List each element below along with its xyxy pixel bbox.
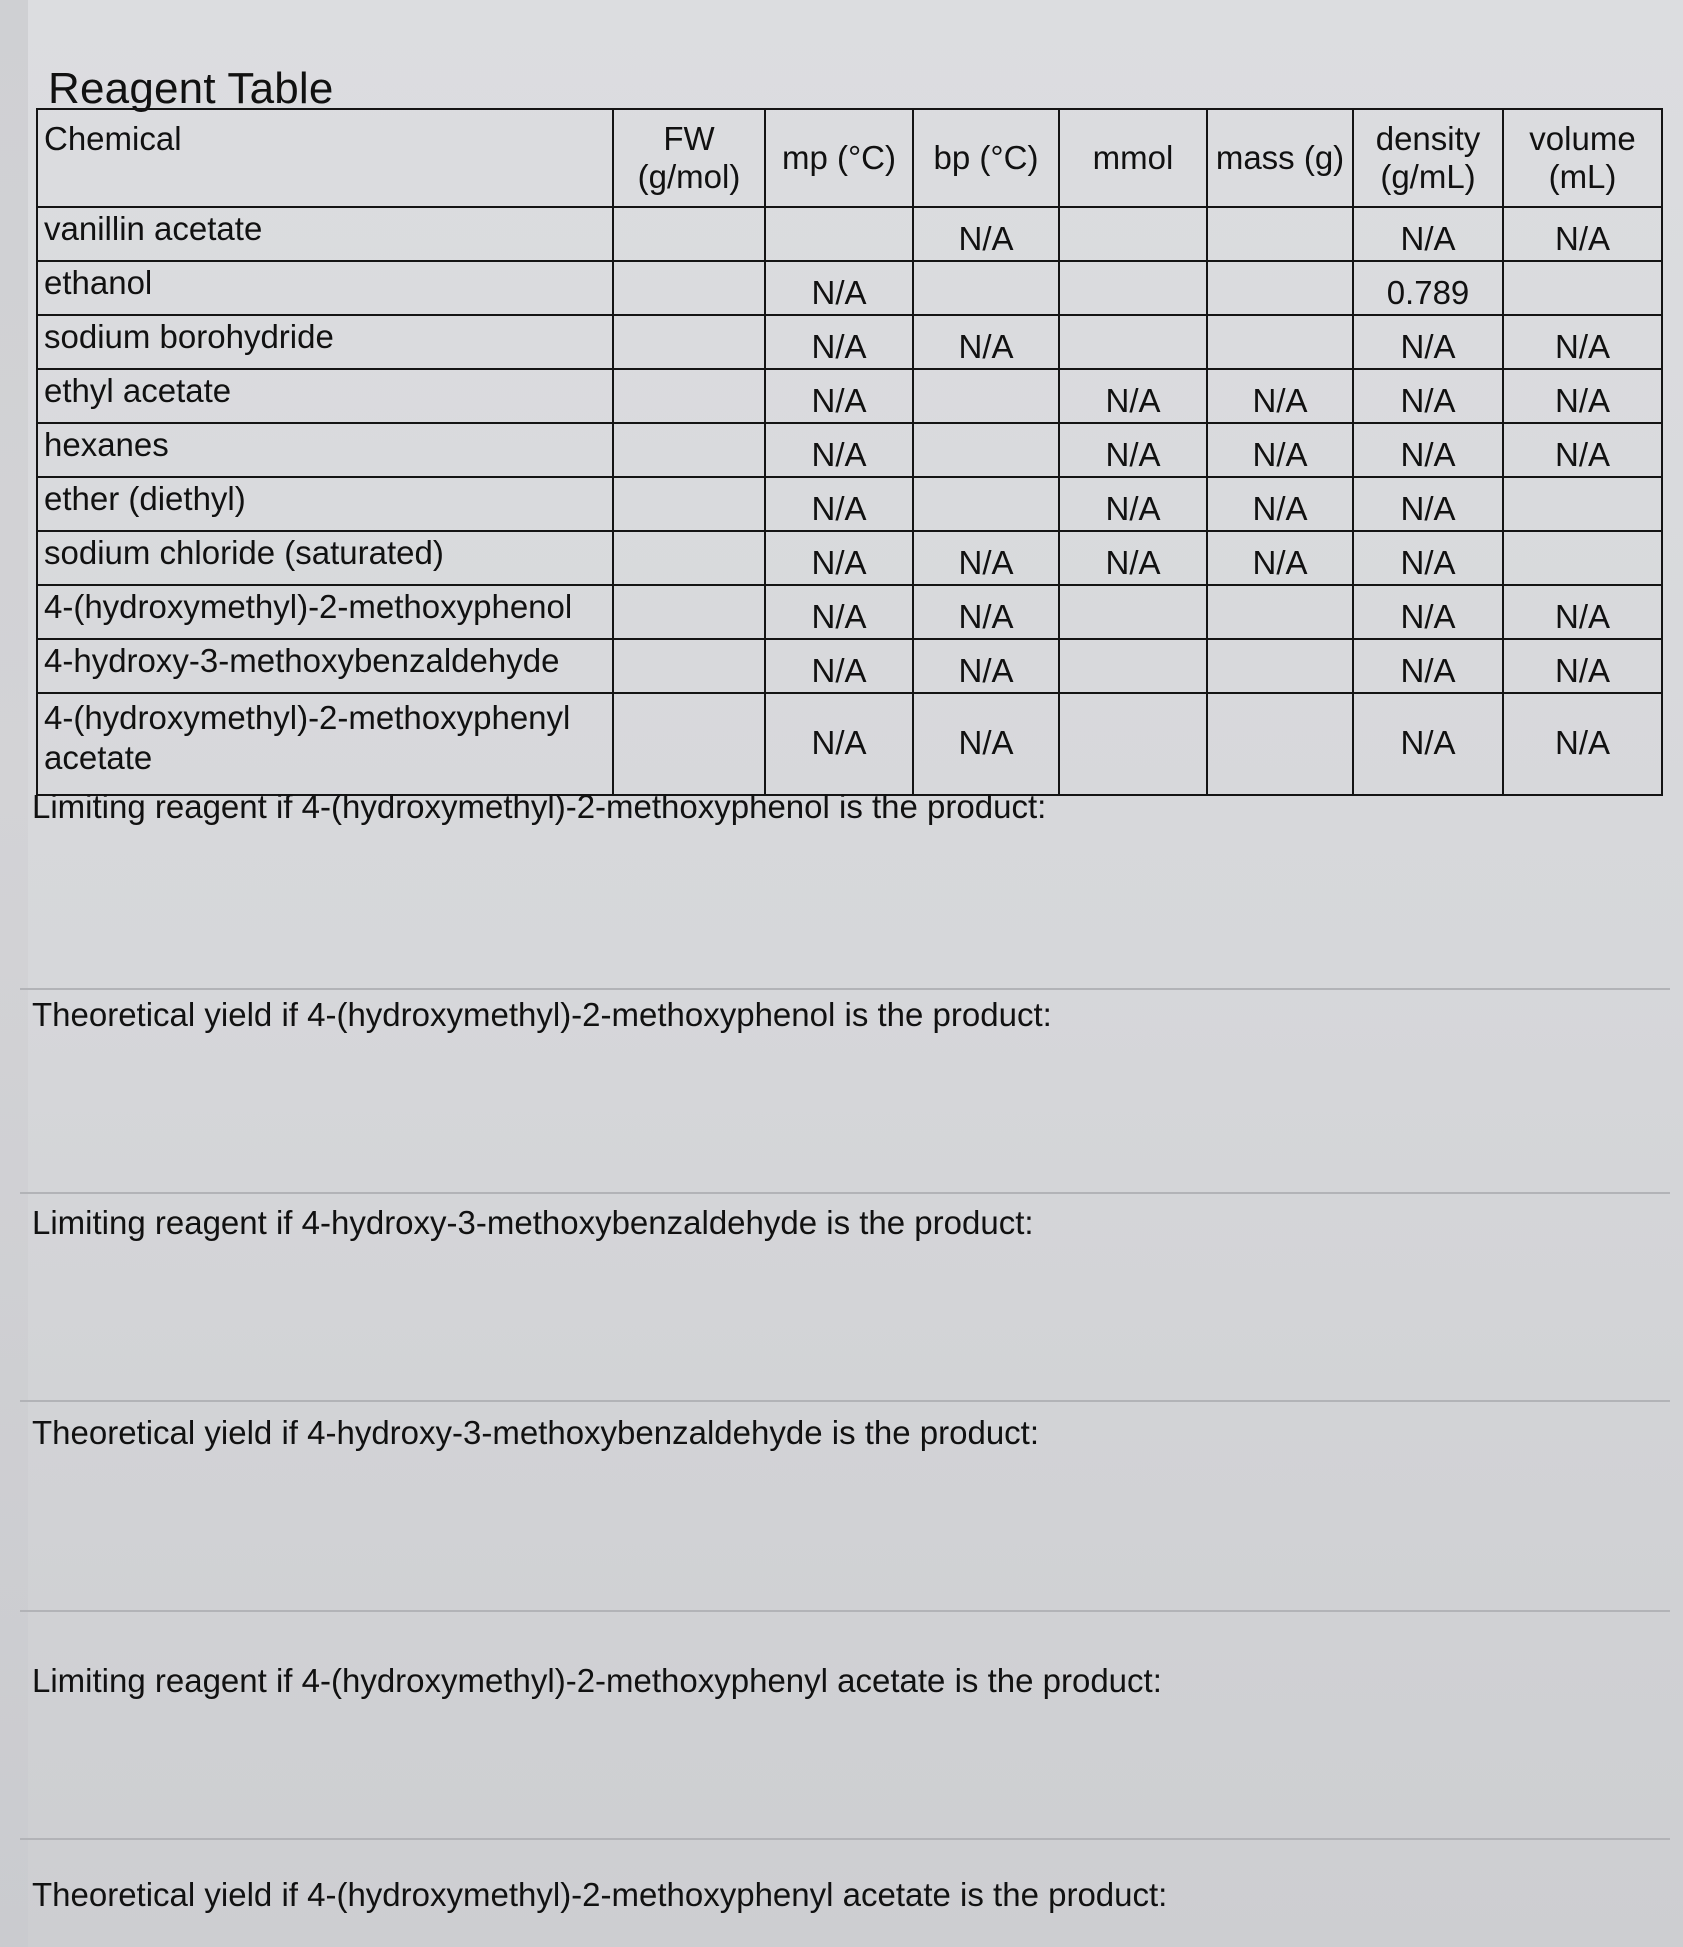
bp-cell [913, 369, 1059, 423]
fw-cell [613, 477, 765, 531]
density-cell: N/A [1353, 423, 1503, 477]
chemical-name: hexanes [37, 423, 613, 477]
chemical-name: 4-(hydroxymethyl)-2-methoxyphenol [37, 585, 613, 639]
chemical-name: 4-(hydroxymethyl)-2-methoxyphenyl acetate [37, 693, 613, 795]
volume-cell: N/A [1503, 207, 1662, 261]
mp-cell [765, 207, 913, 261]
fw-cell [613, 693, 765, 795]
chemical-name: ethanol [37, 261, 613, 315]
volume-cell: N/A [1503, 693, 1662, 795]
bp-cell: N/A [913, 207, 1059, 261]
chemical-name: vanillin acetate [37, 207, 613, 261]
mass-cell: N/A [1207, 423, 1353, 477]
fw-cell [613, 369, 765, 423]
header-volume: volume (mL) [1503, 109, 1662, 207]
mp-cell: N/A [765, 261, 913, 315]
mp-cell: N/A [765, 423, 913, 477]
fw-cell [613, 315, 765, 369]
chemical-name: sodium chloride (saturated) [37, 531, 613, 585]
volume-cell: N/A [1503, 585, 1662, 639]
mmol-cell: N/A [1059, 531, 1207, 585]
question-limiting-reagent-3: Limiting reagent if 4-(hydroxymethyl)-2-methoxyphenyl acetate is the product: [32, 1662, 1162, 1699]
header-mass: mass (g) [1207, 109, 1353, 207]
mass-cell: N/A [1207, 531, 1353, 585]
mmol-cell: N/A [1059, 423, 1207, 477]
header-bp: bp (°C) [913, 109, 1059, 207]
mass-cell [1207, 261, 1353, 315]
mp-cell: N/A [765, 369, 913, 423]
bp-cell [913, 477, 1059, 531]
mmol-cell [1059, 315, 1207, 369]
mp-cell: N/A [765, 477, 913, 531]
bp-cell [913, 261, 1059, 315]
mp-cell: N/A [765, 693, 913, 795]
mass-cell [1207, 693, 1353, 795]
question-limiting-reagent-1: Limiting reagent if 4-(hydroxymethyl)-2-methoxyphenol is the product: [32, 788, 1047, 825]
volume-cell [1503, 477, 1662, 531]
mp-cell: N/A [765, 639, 913, 693]
divider-line [20, 1400, 1670, 1402]
volume-cell [1503, 261, 1662, 315]
bp-cell: N/A [913, 585, 1059, 639]
mp-cell: N/A [765, 585, 913, 639]
mass-cell: N/A [1207, 477, 1353, 531]
mass-cell [1207, 315, 1353, 369]
volume-cell: N/A [1503, 315, 1662, 369]
density-cell: 0.789 [1353, 261, 1503, 315]
bp-cell: N/A [913, 693, 1059, 795]
density-cell: N/A [1353, 315, 1503, 369]
volume-cell: N/A [1503, 369, 1662, 423]
density-cell: N/A [1353, 639, 1503, 693]
divider-line [20, 988, 1670, 990]
mmol-cell: N/A [1059, 369, 1207, 423]
mmol-cell [1059, 261, 1207, 315]
chemical-name: 4-hydroxy-3-methoxybenzaldehyde [37, 639, 613, 693]
bp-cell: N/A [913, 639, 1059, 693]
mass-cell [1207, 207, 1353, 261]
chemical-name: sodium borohydride [37, 315, 613, 369]
mp-cell: N/A [765, 315, 913, 369]
table-header-row [37, 109, 1662, 207]
fw-cell [613, 585, 765, 639]
header-mmol: mmol [1059, 109, 1207, 207]
mmol-cell [1059, 639, 1207, 693]
question-theoretical-yield-3: Theoretical yield if 4-(hydroxymethyl)-2-methoxyphenyl acetate is the product: [32, 1876, 1168, 1913]
table-row [37, 423, 1662, 477]
header-chemical: Chemical [37, 109, 613, 207]
bp-cell [913, 423, 1059, 477]
volume-cell: N/A [1503, 639, 1662, 693]
table-row [37, 477, 1662, 531]
density-cell: N/A [1353, 369, 1503, 423]
density-cell: N/A [1353, 585, 1503, 639]
density-cell: N/A [1353, 531, 1503, 585]
mass-cell [1207, 639, 1353, 693]
mass-cell [1207, 585, 1353, 639]
density-cell: N/A [1353, 477, 1503, 531]
volume-cell [1503, 531, 1662, 585]
bp-cell: N/A [913, 315, 1059, 369]
mp-cell: N/A [765, 531, 913, 585]
question-limiting-reagent-2: Limiting reagent if 4-hydroxy-3-methoxybenzaldehyde is the product: [32, 1204, 1034, 1241]
divider-line [20, 1838, 1670, 1840]
mmol-cell [1059, 207, 1207, 261]
table-row [37, 207, 1662, 261]
fw-cell [613, 423, 765, 477]
table-row [37, 531, 1662, 585]
reagent-table [36, 108, 1663, 796]
question-theoretical-yield-2: Theoretical yield if 4-hydroxy-3-methoxybenzaldehyde is the product: [32, 1414, 1040, 1451]
chemical-name: ether (diethyl) [37, 477, 613, 531]
header-mp: mp (°C) [765, 109, 913, 207]
table-row [37, 639, 1662, 693]
fw-cell [613, 639, 765, 693]
density-cell: N/A [1353, 693, 1503, 795]
table-row [37, 585, 1662, 639]
divider-line [20, 1192, 1670, 1194]
mmol-cell [1059, 693, 1207, 795]
density-cell: N/A [1353, 207, 1503, 261]
page-title: Reagent Table [48, 64, 334, 113]
table-row [37, 261, 1662, 315]
mmol-cell [1059, 585, 1207, 639]
header-density: density (g/mL) [1353, 109, 1503, 207]
table-row [37, 315, 1662, 369]
chemical-name: ethyl acetate [37, 369, 613, 423]
mmol-cell: N/A [1059, 477, 1207, 531]
fw-cell [613, 207, 765, 261]
question-theoretical-yield-1: Theoretical yield if 4-(hydroxymethyl)-2-methoxyphenol is the product: [32, 996, 1052, 1033]
bp-cell: N/A [913, 531, 1059, 585]
mass-cell: N/A [1207, 369, 1353, 423]
volume-cell: N/A [1503, 423, 1662, 477]
table-row [37, 369, 1662, 423]
divider-line [20, 1610, 1670, 1612]
header-fw: FW (g/mol) [613, 109, 765, 207]
table-row [37, 693, 1662, 795]
fw-cell [613, 261, 765, 315]
fw-cell [613, 531, 765, 585]
